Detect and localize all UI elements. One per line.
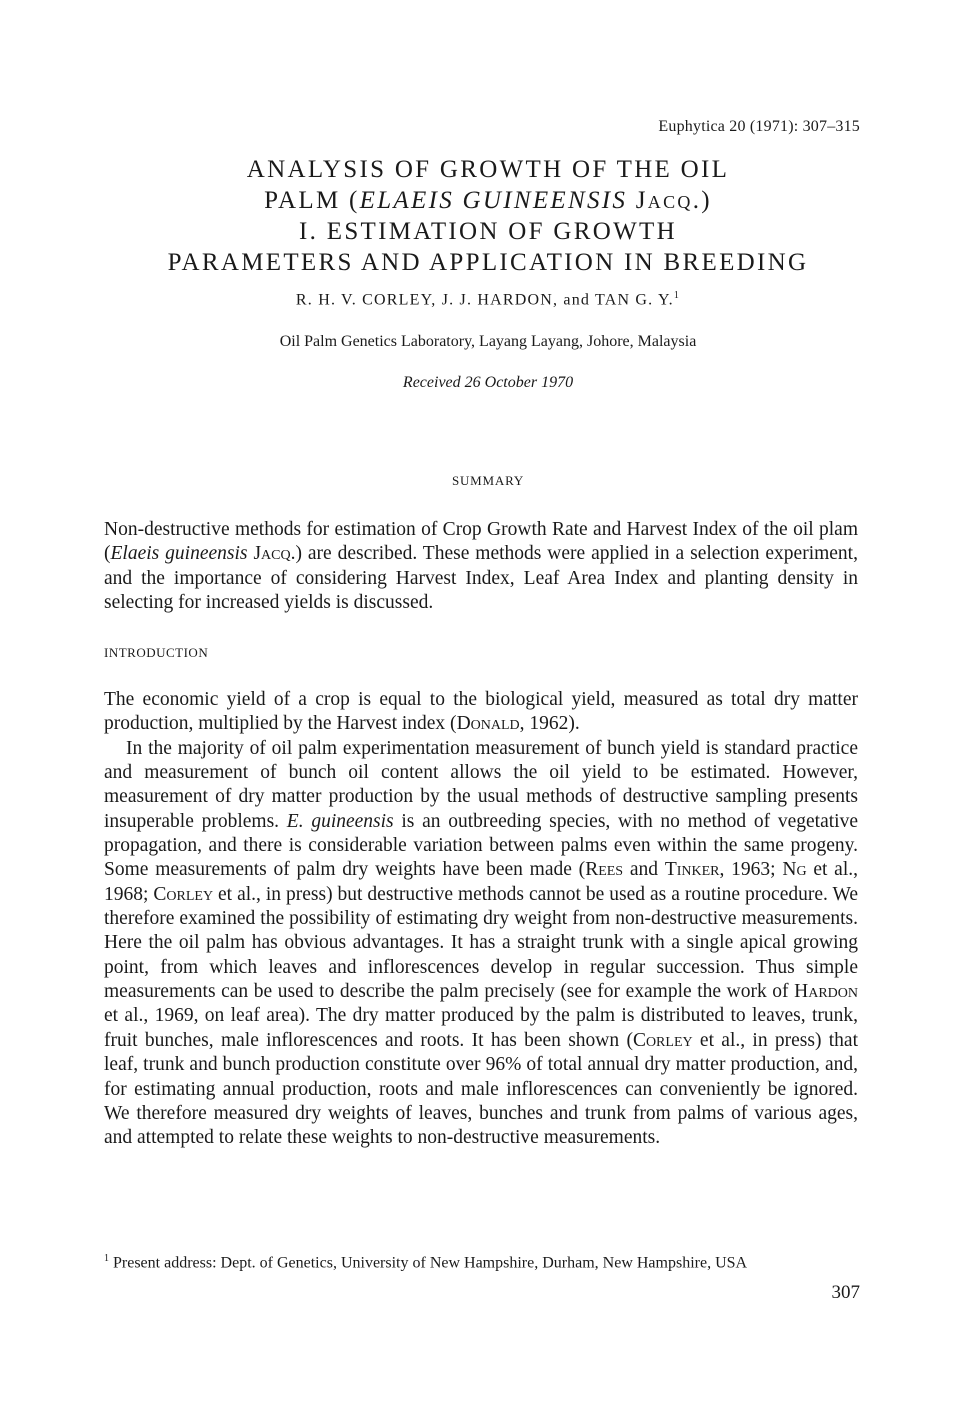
- summary-text: [104, 518, 858, 616]
- title-line-2: [100, 185, 876, 216]
- p2-text-e: et al., 1968;: [104, 859, 859, 905]
- citation-donald: Donald: [456, 713, 520, 735]
- p1-text-b: , 1962).: [519, 713, 580, 735]
- footnote-mark: 1: [104, 1253, 109, 1264]
- author-footnote-mark: 1: [673, 290, 681, 301]
- summary-species: Elaeis guineensis: [110, 543, 248, 565]
- title-line-4: PARAMETERS AND APPLICATION IN BREEDING: [167, 249, 809, 276]
- p2-text-d: , 1963;: [719, 859, 783, 881]
- footnote: [104, 1253, 864, 1272]
- p1-text-a: The economic yield of a crop is equal to the biological yield, measured as total dry matter production, multiplied by the Harvest index (: [104, 689, 858, 735]
- journal-reference: Euphytica 20 (1971): 307–315: [658, 118, 860, 135]
- citation-tinker: Tinker: [664, 859, 720, 881]
- author-names: R. H. V. CORLEY, J. J. HARDON, and TAN G. Y.: [295, 291, 674, 309]
- citation-hardon: Hardon: [794, 981, 858, 1003]
- introduction-body: [104, 688, 858, 1151]
- citation-rees: Rees: [585, 859, 624, 881]
- intro-paragraph-1: [104, 688, 858, 737]
- summary-part-2: ) are described. These methods were applied in a selection experiment, and the importance of considering Harvest Index, Leaf Area Index and planting density in selecting for increased yields is discussed.: [104, 543, 858, 614]
- title-species: ELAEIS GUINEENSIS: [359, 187, 628, 214]
- p2-text-f: et al., in press) but destructive methods cannot be used as a routine procedure. We therefore examined the possibility of estimating dry weight from non-destructive measurements. Here the oil palm has obvious advantages. It has a straight trunk with a single apical growing point, from which leaves and inflorescences develop in regular succession. Thus simple measurements can be used to describe the palm precisely (see for example the work of: [104, 883, 858, 1003]
- citation-corley-1: Corley: [153, 883, 214, 905]
- title-line-2-post: ): [701, 187, 712, 214]
- p2-text-b: is an outbreeding species, with no method of vegetative propagation, and there is considerable variation between palms even within the same progeny. Some measurements of palm dry weights have been made (: [104, 810, 858, 881]
- title-species-author: Jacq.: [635, 187, 702, 214]
- page-number: 307: [831, 1282, 860, 1303]
- title-line-2-pre: PALM (: [264, 187, 360, 214]
- paper-title: [100, 154, 876, 278]
- p2-species: E. guineensis: [286, 810, 394, 832]
- summary-part-1: Non-destructive methods for estimation of Crop Growth Rate and Harvest Index of the oil plam (: [104, 519, 858, 565]
- footnote-text: Present address: Dept. of Genetics, University of New Hampshire, Durham, New Hampshire, USA: [109, 1254, 748, 1272]
- received-date: Received 26 October 1970: [402, 374, 574, 391]
- author-list: [100, 290, 876, 309]
- citation-ng: Ng: [782, 859, 807, 881]
- summary-species-author: Jacq.: [253, 543, 296, 565]
- p2-text-a: In the majority of oil palm experimentation measurement of bunch yield is standard practice and measurement of bunch oil content allows the oil yield to be estimated. However, measurement of dry matter production by the usual methods of destructive sampling presents insuperable problems.: [104, 737, 858, 832]
- summary-heading: SUMMARY: [451, 473, 525, 488]
- title-line-3: I. ESTIMATION OF GROWTH: [299, 218, 677, 245]
- p2-text-h: et al., in press) that leaf, trunk and bunch production constitute over 96% of total annual dry matter production, and, for estimating annual production, roots and male inflorescences can conveniently be ignored. We therefore measured dry weights of leaves, bunches and trunk from palms of various ages, and attempted to relate these weights to non-destructive measurements.: [104, 1029, 858, 1149]
- introduction-heading: INTRODUCTION: [104, 645, 209, 660]
- citation-corley-2: Corley: [632, 1029, 693, 1051]
- affiliation: Oil Palm Genetics Laboratory, Layang Layang, Johore, Malaysia: [279, 333, 697, 350]
- p2-text-c: and: [623, 859, 665, 881]
- p2-text-g: et al., 1969, on leaf area). The dry matter produced by the palm is distributed to leaves, trunk, fruit bunches, male inflorescences and roots. It has been shown (: [104, 1005, 858, 1051]
- intro-paragraph-2: [104, 737, 858, 1151]
- title-line-1: ANALYSIS OF GROWTH OF THE OIL: [246, 156, 730, 183]
